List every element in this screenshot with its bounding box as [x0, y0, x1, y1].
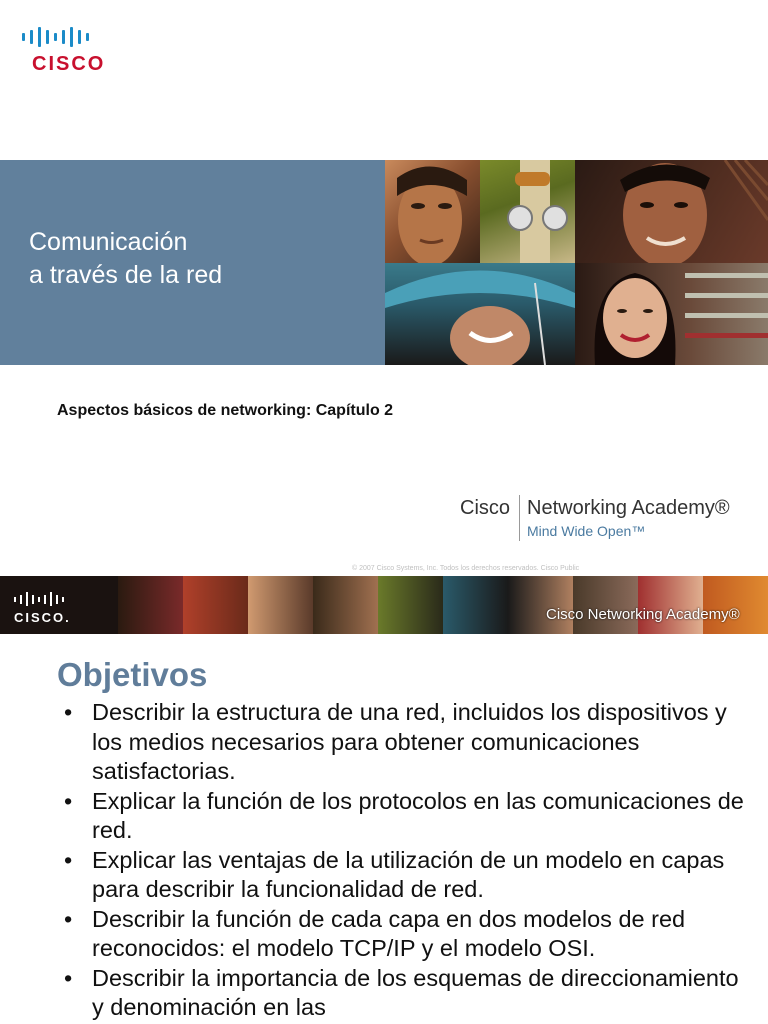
objectives-list: [62, 698, 752, 1023]
banner-cisco-bars-icon: [14, 590, 71, 608]
list-item: • Explicar las ventajas de la utilización de un modelo en capas para describir la funcionalidad de red.: [62, 846, 752, 905]
photo-man-smiling: [575, 160, 768, 263]
banner-cisco-text: CISCO.: [14, 610, 71, 625]
academy-name-text: Networking Academy®: [527, 497, 730, 519]
photo-young-man: [385, 160, 480, 263]
networking-academy-logo: [460, 495, 760, 545]
slide-title-line-1: Comunicación: [29, 228, 188, 256]
header-banner: [0, 576, 768, 634]
slide-subtitle: Aspectos básicos de networking: Capítulo 2: [57, 402, 394, 419]
academy-divider: [519, 495, 520, 541]
slide-title-line-2: a través de la red: [29, 261, 223, 289]
title-band: [0, 160, 385, 365]
cisco-bars-icon: [22, 24, 122, 50]
objectives-slide: [0, 576, 768, 1024]
banner-academy-text: Cisco Networking Academy®: [546, 606, 740, 623]
photo-smiling-woman: [575, 263, 768, 365]
list-item: • Describir la función de cada capa en dos modelos de red reconocidos: el modelo TCP/IP y el modelo OSI.: [62, 905, 752, 964]
list-item: • Explicar la función de los protocolos en las comunicaciones de red.: [62, 787, 752, 846]
photo-collage: [385, 160, 768, 365]
photo-hooded-person: [385, 263, 575, 365]
academy-tagline: Mind Wide Open™: [527, 523, 646, 539]
banner-photo-strip: [118, 576, 768, 634]
copyright-notice: © 2007 Cisco Systems, Inc. Todos los derechos reservados. Cisco Public: [352, 565, 580, 572]
academy-cisco-text: Cisco: [460, 497, 511, 519]
banner-cisco-logo: [14, 590, 71, 625]
objectives-heading: Objetivos: [57, 656, 208, 693]
cisco-logo: [22, 24, 122, 76]
photo-skateboard: [480, 160, 575, 263]
list-item: • Describir la importancia de los esquemas de direccionamiento y denominación en las: [62, 964, 752, 1023]
list-item: • Describir la estructura de una red, incluidos los dispositivos y los medios necesarios para obtener comunicaciones satisfactorias.: [62, 698, 752, 787]
cisco-logo-text: CISCO: [32, 53, 106, 75]
